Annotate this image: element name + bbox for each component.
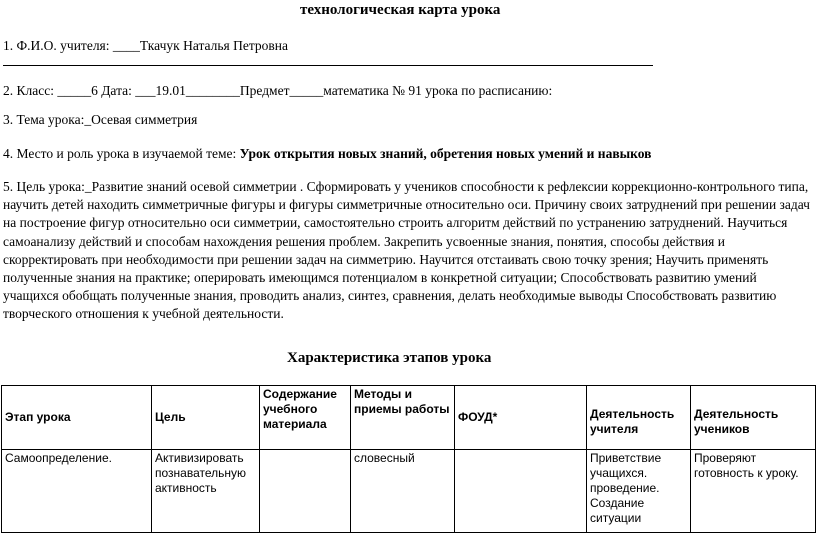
cell-methods: словесный	[351, 450, 455, 533]
header-content: Содержание учебного материала	[260, 386, 351, 450]
lesson-stages-table	[1, 385, 816, 533]
header-stage: Этап урока	[2, 386, 152, 450]
place-prefix: 4. Место и роль урока в изучаемой теме:	[3, 146, 240, 161]
topic-line: 3. Тема урока:_Осевая симметрия	[3, 112, 198, 127]
teacher-line: 1. Ф.И.О. учителя: ____Ткачук Наталья Петровна	[3, 38, 289, 53]
cell-stage: Самоопределение.	[2, 450, 152, 533]
table-header-row	[2, 386, 816, 450]
cell-foud	[455, 450, 587, 533]
lesson-goal-paragraph: 5. Цель урока:_Развитие знаний осевой симметрии . Сформировать у учеников способности к рефлексии коррекционно-контрольного типа, научить детей находить симметричные фигуры и фигуры симметричные относительно оси. Причину своих затруднений при решении задач на построение фигур относительно оси симметрии, самостоятельно строить алгоритм действий по устранению затруднений. Научиться самоанализу действий и способам нахождения решения проблем. Закрепить усвоенные знания, понятия, способы действия и скорректировать при необходимости при решении задач на симметрию. Научится отстаивать свою точку зрения; Научить применять полученные знания на практике; оперировать имеющимся потенциалом в конкретной ситуации; Способствовать развитию умений учащихся обобщать полученные знания, проводить анализ, синтез, сравнения, делать необходимые выводы Способствовать развитию творческого отношения к учебной деятельности.	[3, 179, 810, 322]
header-goal: Цель	[152, 386, 260, 450]
cell-goal: Активизировать познавательную активность	[152, 450, 260, 533]
header-student-activity: Деятельность учеников	[691, 386, 816, 450]
section-title: Характеристика этапов урока	[287, 350, 492, 366]
header-methods: Методы и приемы работы	[351, 386, 455, 450]
class-info-line: 2. Класс: _____6 Дата: ___19.01________Предмет_____математика № 91 урока по расписанию:	[3, 83, 553, 98]
cell-student-activity: Проверяют готовность к уроку.	[691, 450, 816, 533]
cell-teacher-activity: Приветствие учащихся. проведение. Создание ситуации	[587, 450, 691, 533]
divider-line	[3, 65, 653, 66]
cell-content	[260, 450, 351, 533]
place-lesson-type: Урок открытия новых знаний, обретения новых умений и навыков	[239, 146, 652, 161]
table-row	[2, 450, 816, 533]
page-title: технологическая карта урока	[300, 2, 501, 18]
place-line	[3, 145, 651, 162]
header-foud: ФОУД*	[455, 386, 587, 450]
header-teacher-activity: Деятельность учителя	[587, 386, 691, 450]
